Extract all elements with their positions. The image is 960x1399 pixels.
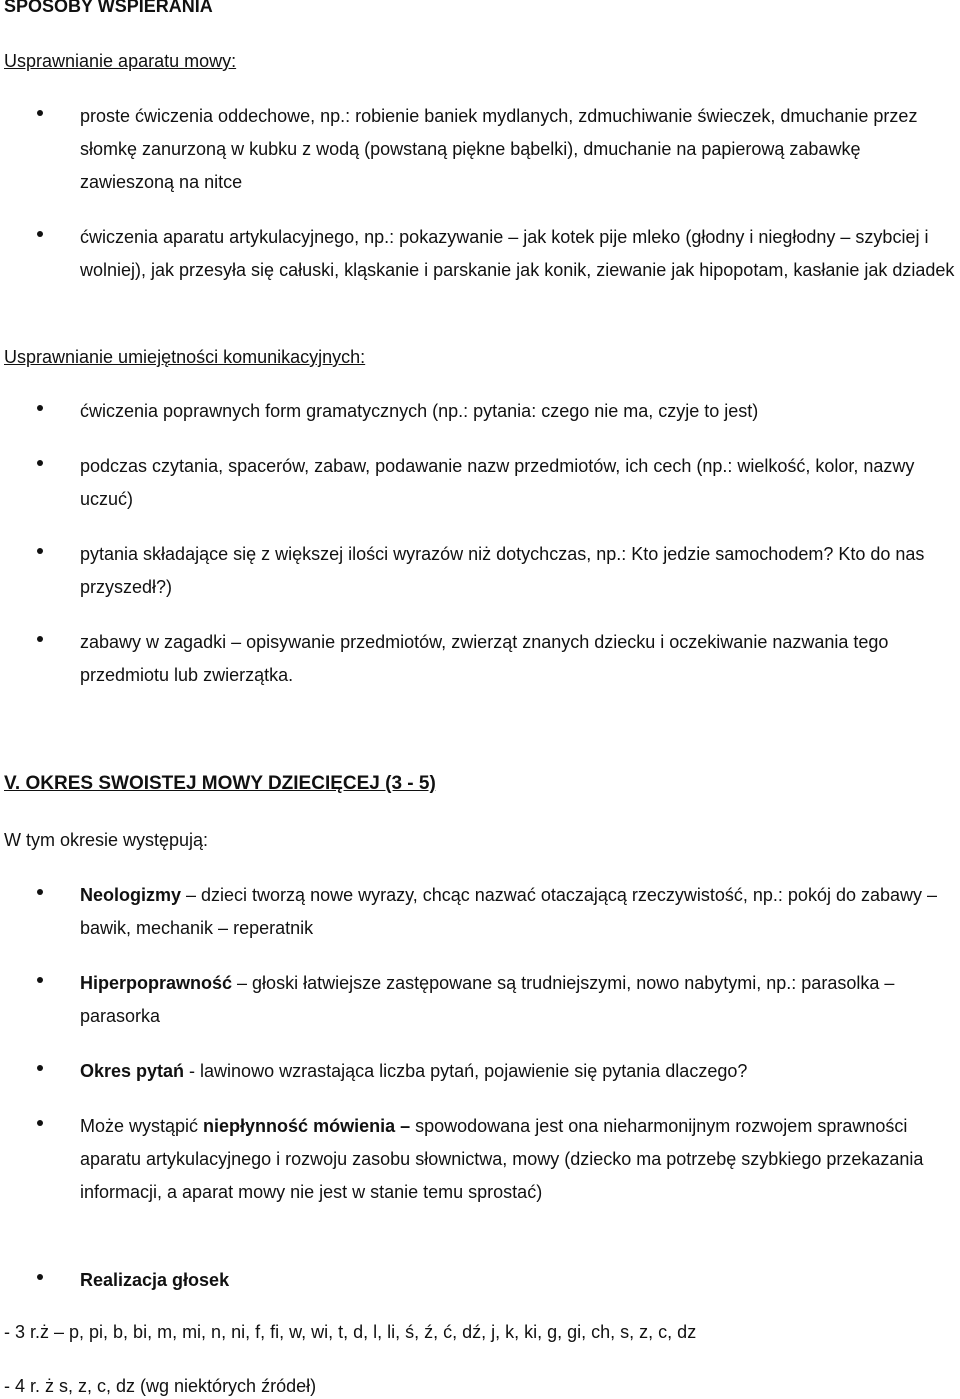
section-intro: W tym okresie występują: xyxy=(4,830,209,850)
bullet-icon xyxy=(37,889,43,895)
list-item-text: pytania składające się z większej ilości wyrazów niż dotychczas, np.: Kto jedzie samochodem? Kto do nas przyszedł?) xyxy=(80,544,925,597)
term-label: Neologizmy xyxy=(80,885,182,905)
sounds-age-3: - 3 r.ż – p, pi, b, bi, m, mi, n, ni, f, fi, w, wi, t, d, l, li, ś, ź, ć, dź, j, k, ki, g, gi, ch, s, z, c, dz xyxy=(4,1322,697,1342)
section-title-speech-apparatus: Usprawnianie aparatu mowy: xyxy=(4,51,237,71)
term-label: Okres pytań xyxy=(80,1061,185,1081)
term-description: spowodowana jest ona nieharmonijnym rozwojem sprawności aparatu artykulacyjnego i rozwoju zasobu słownictwa, mowy (dziecko ma potrzebę szybkiego przekazania informacji, a aparat mowy nie jest w stanie temu sprostać) xyxy=(80,1116,924,1202)
list-item-text xyxy=(80,1055,956,1088)
section-title-period: V. OKRES SWOISTEJ MOWY DZIECIĘCEJ (3 - 5) xyxy=(4,773,436,794)
bullet-icon xyxy=(37,977,43,983)
term-prefix: Może wystąpić xyxy=(80,1116,204,1136)
term-label: niepłynność mówienia – xyxy=(203,1116,411,1136)
bullet-icon xyxy=(37,405,43,411)
bullet-icon xyxy=(37,1274,43,1280)
list-item-text: ćwiczenia aparatu artykulacyjnego, np.: pokazywanie – jak kotek pije mleko (głodny i niegłodny – szybciej i wolniej), jak przesyła się całuski, kląskanie i parskanie jak konik, ziewanie jak hipopotam, kasłanie jak dziadek xyxy=(80,227,955,280)
list-item-text: zabawy w zagadki – opisywanie przedmiotów, zwierząt znanych dziecku i oczekiwanie nazwania tego przedmiotu lub zwierzątka. xyxy=(80,632,889,685)
sounds-age-4: - 4 r. ż s, z, c, dz (wg niektórych źródeł) xyxy=(4,1376,317,1396)
bullet-icon xyxy=(37,460,43,466)
bullet-icon xyxy=(37,110,43,116)
term-description: - lawinowo wzrastająca liczba pytań, pojawienie się pytania dlaczego? xyxy=(184,1061,748,1081)
term-label: Realizacja głosek xyxy=(80,1270,230,1290)
term-description: – dzieci tworzą nowe wyrazy, chcąc nazwać otaczającą rzeczywistość, np.: pokój do zabawy – bawik, mechanik – reperatnik xyxy=(80,885,938,938)
page-heading: SPOSOBY WSPIERANIA xyxy=(4,0,213,16)
list-item-text: podczas czytania, spacerów, zabaw, podawanie nazw przedmiotów, ich cech (np.: wielkość, kolor, nazwy uczuć) xyxy=(80,456,915,509)
list-item-text: ćwiczenia poprawnych form gramatycznych (np.: pytania: czego nie ma, czyje to jest) xyxy=(80,401,759,421)
term-description: – głoski łatwiejsze zastępowane są trudniejszymi, nowo nabytymi, np.: parasolka – parasorka xyxy=(80,973,895,1026)
list-item-text xyxy=(80,879,956,945)
list-item-text xyxy=(80,1264,956,1297)
list-item-text: proste ćwiczenia oddechowe, np.: robienie baniek mydlanych, zdmuchiwanie świeczek, dmuchanie przez słomkę zanurzoną w kubku z wodą (powstaną piękne bąbelki), dmuchanie na papierową zabawkę zawieszoną na nitce xyxy=(80,106,918,192)
term-label: Hiperpoprawność xyxy=(80,973,233,993)
section-title-communication: Usprawnianie umiejętności komunikacyjnych: xyxy=(4,347,366,367)
bullet-icon xyxy=(37,1065,43,1071)
bullet-icon xyxy=(37,636,43,642)
list-item-text xyxy=(80,1110,956,1209)
list-item-text xyxy=(80,967,956,1033)
bullet-icon xyxy=(37,1120,43,1126)
bullet-icon xyxy=(37,231,43,237)
bullet-icon xyxy=(37,548,43,554)
